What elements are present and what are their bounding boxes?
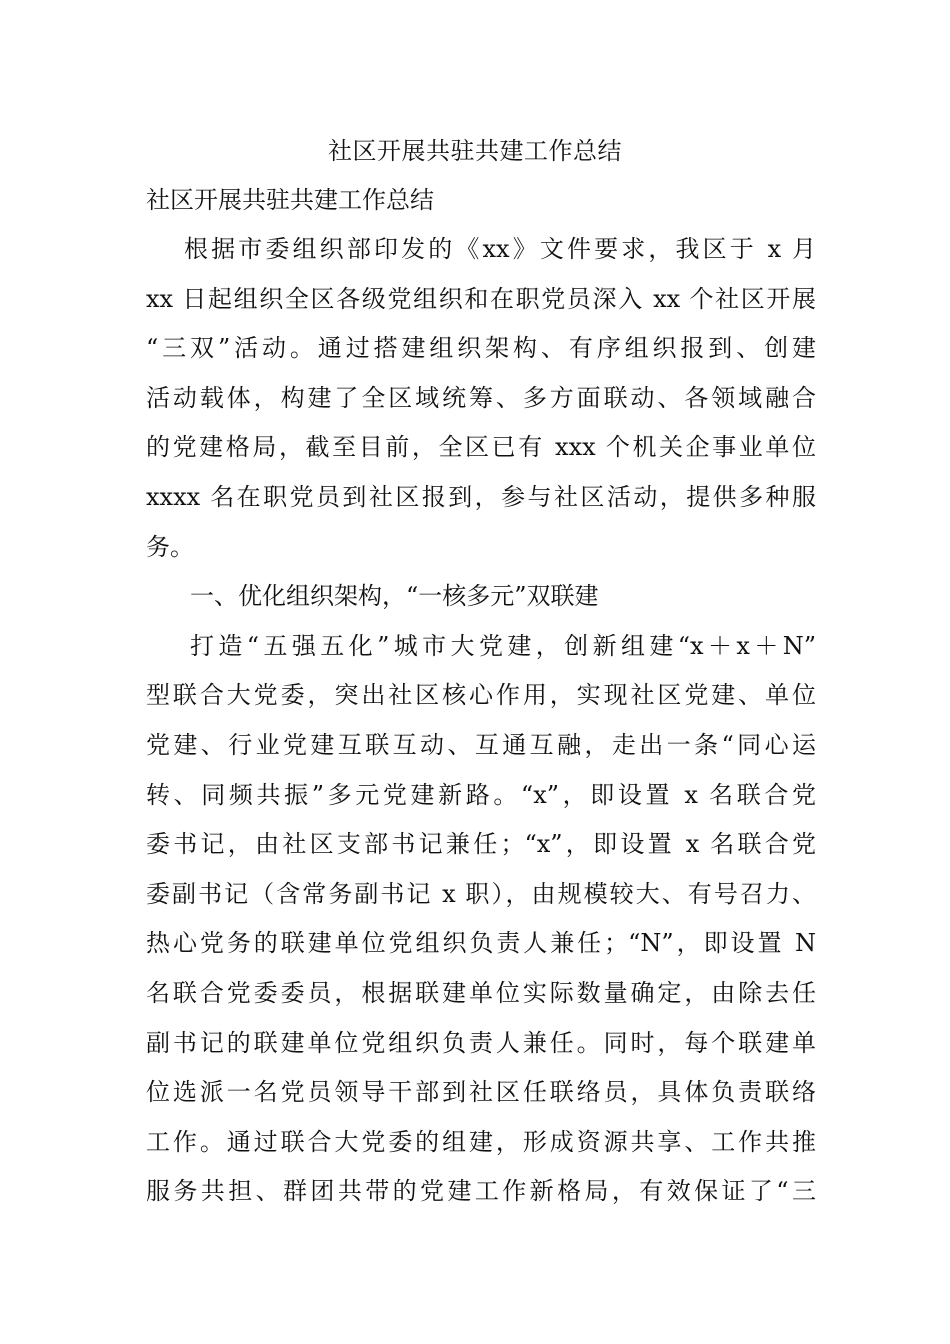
paragraph-line: 务。	[146, 532, 194, 561]
paragraph-line: xx 日起组织全区各级党组织和在职党员深入 xx 个社区开展	[146, 284, 816, 313]
paragraph-line: 服务共担、群团共带的党建工作新格局，有效保证了“三	[146, 1177, 816, 1206]
paragraph-line: 位选派一名党员领导干部到社区任联络员，具体负责联络	[146, 1078, 816, 1107]
paragraph-line: 活动载体，构建了全区域统筹、多方面联动、各领域融合	[146, 383, 816, 412]
paragraph-line: 委副书记（含常务副书记 x 职），由规模较大、有号召力、	[146, 879, 816, 908]
paragraph-line: 的党建格局，截至目前，全区已有 xxx 个机关企事业单位	[146, 433, 816, 462]
paragraph-line: xxxx 名在职党员到社区报到，参与社区活动，提供多种服	[146, 482, 816, 511]
paragraph-line: 名联合党委委员，根据联建单位实际数量确定，由除去任	[146, 978, 816, 1007]
paragraph-line: 副书记的联建单位党组织负责人兼任。同时，每个联建单	[146, 1028, 816, 1057]
paragraph-line: 转、同频共振”多元党建新路。“x”，即设置 x 名联合党	[146, 780, 816, 809]
paragraph-line: 打造“五强五化”城市大党建，创新组建“x＋x＋N”	[190, 631, 816, 660]
paragraph-line: 工作。通过联合大党委的组建，形成资源共享、工作共推	[146, 1127, 816, 1156]
paragraph-line: 党建、行业党建互联互动、互通互融，走出一条“同心运	[146, 730, 816, 759]
document-subtitle: 社区开展共驻共建工作总结	[146, 186, 434, 214]
paragraph-line: 热心党务的联建单位党组织负责人兼任；“N”，即设置 N	[146, 929, 816, 958]
paragraph-line: “三双”活动。通过搭建组织架构、有序组织报到、创建	[146, 334, 816, 363]
paragraph-line: 型联合大党委，突出社区核心作用，实现社区党建、单位	[146, 681, 816, 710]
document-body	[146, 232, 816, 1224]
paragraph-line: 根据市委组织部印发的《xx》文件要求，我区于 x 月	[184, 235, 816, 263]
document-title: 社区开展共驻共建工作总结	[328, 137, 622, 165]
paragraph-line: 委书记，由社区支部书记兼任；“x”，即设置 x 名联合党	[146, 830, 816, 859]
section-heading: 一、优化组织架构，“一核多元”双联建	[190, 582, 599, 611]
